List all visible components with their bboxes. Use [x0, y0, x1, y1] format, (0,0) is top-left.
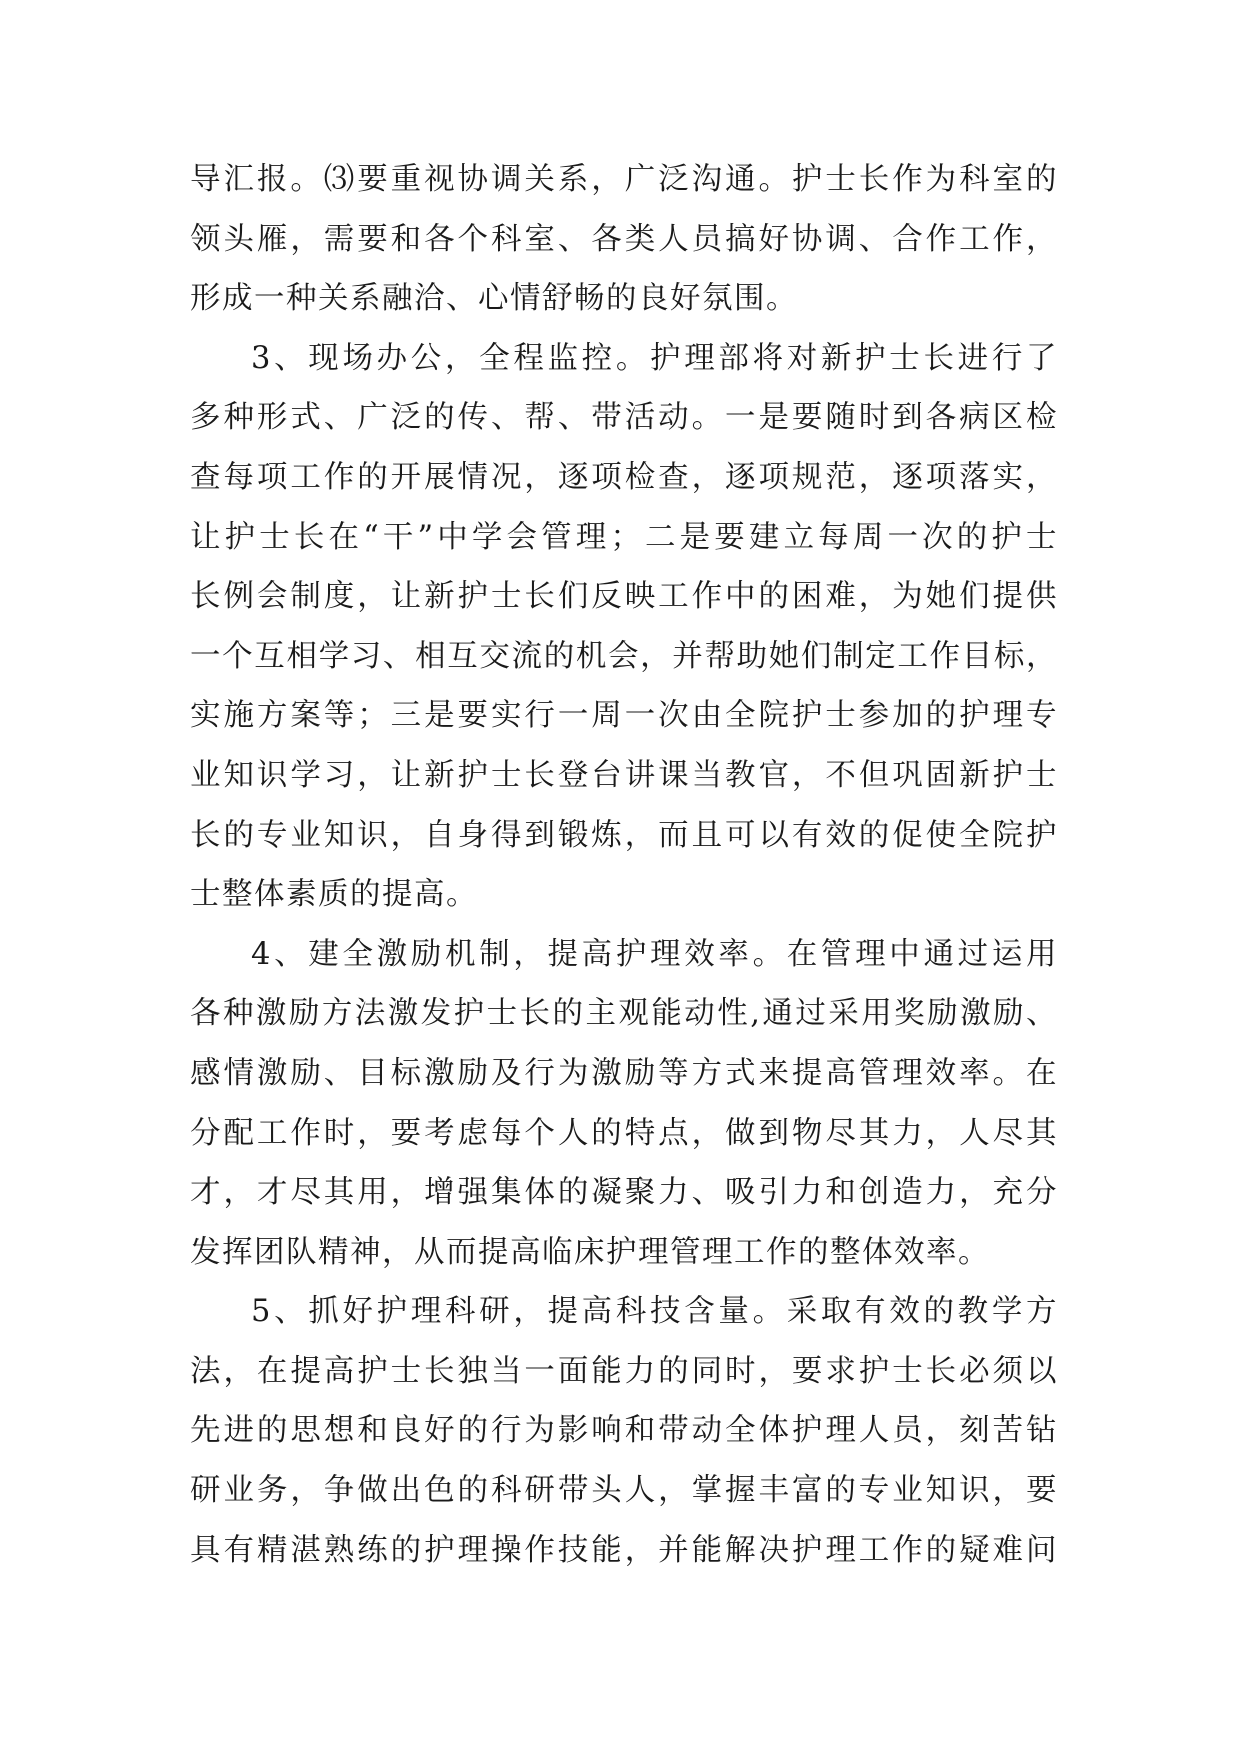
text-line: 多种形式、广泛的传、帮、带活动。一是要随时到各病区检 — [190, 400, 1058, 436]
text-line: 3、现场办公，全程监控。护理部将对新护士长进行了 — [251, 340, 1058, 376]
paragraph — [190, 1282, 1058, 1580]
text-line: 业知识学习，让新护士长登台讲课当教官，不但巩固新护士 — [190, 757, 1058, 793]
text-line: 一个互相学习、相互交流的机会，并帮助她们制定工作目标， — [190, 638, 1058, 674]
text-line: 具有精湛熟练的护理操作技能，并能解决护理工作的疑难问 — [190, 1532, 1058, 1568]
text-line: 长的专业知识，自身得到锻炼，而且可以有效的促使全院护 — [190, 817, 1058, 853]
text-line: 导汇报。⑶要重视协调关系，广泛沟通。护士长作为科室的 — [190, 162, 1058, 197]
text-line: 实施方案等；三是要实行一周一次由全院护士参加的护理专 — [190, 698, 1058, 734]
text-line: 研业务，争做出色的科研带头人，掌握丰富的专业知识，要 — [190, 1473, 1058, 1509]
text-line: 5、抓好护理科研，提高科技含量。采取有效的教学方 — [251, 1294, 1058, 1330]
text-line: 4、建全激励机制，提高护理效率。在管理中通过运用 — [251, 936, 1058, 972]
paragraph — [190, 150, 1058, 329]
text-line: 让护士长在“干”中学会管理；二是要建立每周一次的护士 — [190, 519, 1058, 555]
paragraph — [190, 329, 1058, 925]
text-line: 法，在提高护士长独当一面能力的同时，要求护士长必须以 — [190, 1353, 1058, 1389]
text-line: 感情激励、目标激励及行为激励等方式来提高管理效率。在 — [190, 1055, 1058, 1091]
text-line: 领头雁，需要和各个科室、各类人员搞好协调、合作工作， — [190, 221, 1058, 257]
text-line: 分配工作时，要考虑每个人的特点，做到物尽其力，人尽其 — [190, 1115, 1058, 1151]
document-body — [190, 150, 1058, 1580]
text-line: 发挥团队精神，从而提高临床护理管理工作的整体效率。 — [190, 1234, 990, 1270]
text-line: 先进的思想和良好的行为影响和带动全体护理人员，刻苦钻 — [190, 1413, 1058, 1449]
text-line: 形成一种关系融洽、心情舒畅的良好氛围。 — [190, 281, 798, 317]
text-line: 士整体素质的提高。 — [190, 877, 478, 913]
text-line: 查每项工作的开展情况，逐项检查，逐项规范，逐项落实， — [190, 459, 1058, 495]
text-line: 各种激励方法激发护士长的主观能动性,通过采用奖励激励、 — [190, 996, 1058, 1032]
text-line: 长例会制度，让新护士长们反映工作中的困难，为她们提供 — [190, 579, 1058, 615]
text-line: 才，才尽其用，增强集体的凝聚力、吸引力和创造力，充分 — [190, 1175, 1058, 1211]
paragraph — [190, 925, 1058, 1283]
